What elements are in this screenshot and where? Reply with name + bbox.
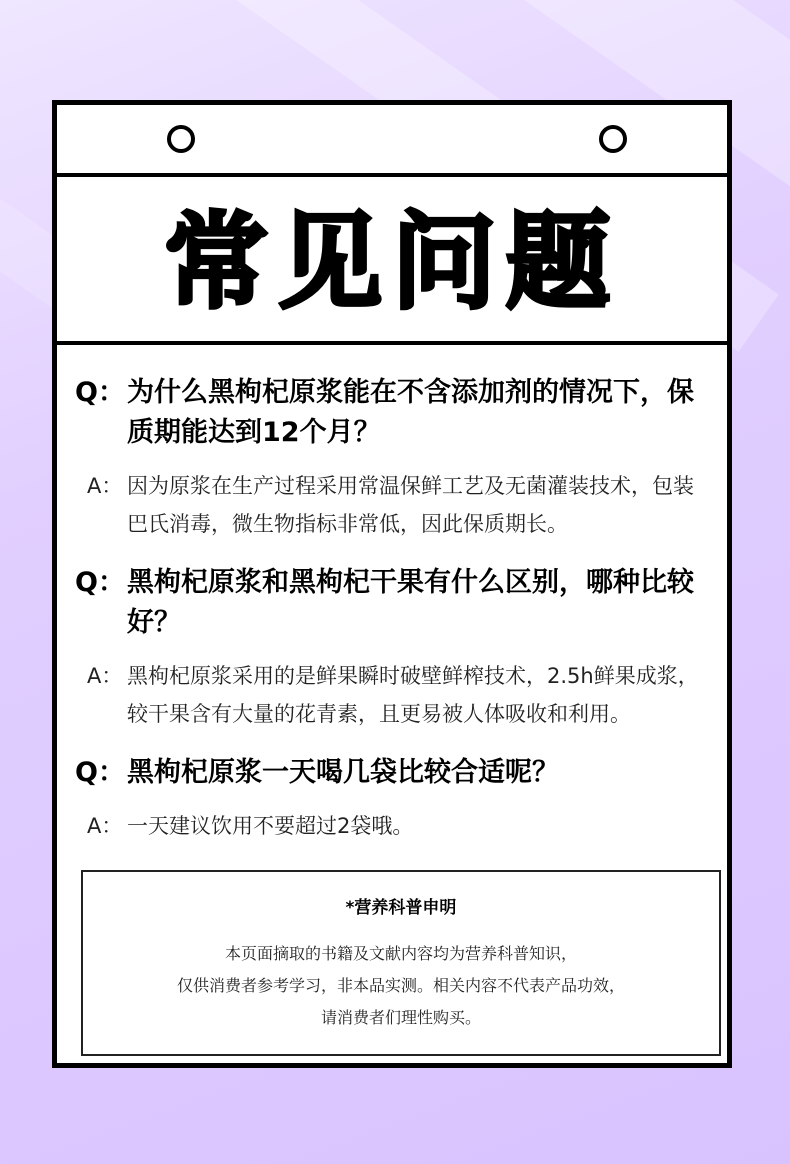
faq-item bbox=[75, 373, 715, 543]
faq-item bbox=[75, 563, 715, 733]
answer bbox=[87, 807, 715, 845]
disclaimer-title: *营养科普申明 bbox=[345, 898, 457, 918]
nutrition-disclaimer bbox=[81, 870, 721, 1056]
question-tag: Q： bbox=[75, 757, 125, 788]
answer-tag: A： bbox=[87, 474, 123, 498]
question-text: 黑枸杞原浆一天喝几袋比较合适呢？ bbox=[127, 757, 559, 788]
answer-tag: A： bbox=[87, 664, 123, 688]
question-text: 黑枸杞原浆和黑枸杞干果有什么区别，哪种比较好？ bbox=[127, 567, 694, 638]
question-text: 为什么黑枸杞原浆能在不含添加剂的情况下，保质期能达到12个月？ bbox=[127, 377, 694, 448]
answer-text: 因为原浆在生产过程采用常温保鲜工艺及无菌灌装技术，包装巴氏消毒，微生物指标非常低，因此保质期长。 bbox=[127, 474, 694, 536]
disclaimer-line: 本页面摘取的书籍及文献内容均为营养科普知识， bbox=[224, 944, 577, 963]
faq-list bbox=[75, 373, 715, 865]
answer bbox=[87, 467, 715, 543]
answer bbox=[87, 657, 715, 733]
question bbox=[75, 753, 715, 793]
question-tag: Q： bbox=[75, 377, 125, 408]
binder-ring-icon bbox=[599, 125, 627, 153]
disclaimer-body bbox=[83, 938, 719, 1034]
disclaimer-line: 请消费者们理性购买。 bbox=[320, 1008, 481, 1027]
title-area bbox=[57, 177, 727, 345]
answer-text: 一天建议饮用不要超过2袋哦。 bbox=[127, 814, 414, 838]
question-tag: Q： bbox=[75, 567, 125, 598]
question bbox=[75, 563, 715, 643]
answer-tag: A： bbox=[87, 814, 123, 838]
disclaimer-line: 仅供消费者参考学习，非本品实测。相关内容不代表产品功效， bbox=[176, 976, 625, 995]
faq-item bbox=[75, 753, 715, 845]
binder-bar bbox=[57, 105, 727, 177]
question bbox=[75, 373, 715, 453]
answer-text: 黑枸杞原浆采用的是鲜果瞬时破壁鲜榨技术，2.5h鲜果成浆，较干果含有大量的花青素，且更易被人体吸收和利用。 bbox=[127, 664, 699, 726]
page-title: 常见问题 bbox=[163, 201, 620, 323]
binder-ring-icon bbox=[167, 125, 195, 153]
faq-card bbox=[52, 100, 732, 1068]
